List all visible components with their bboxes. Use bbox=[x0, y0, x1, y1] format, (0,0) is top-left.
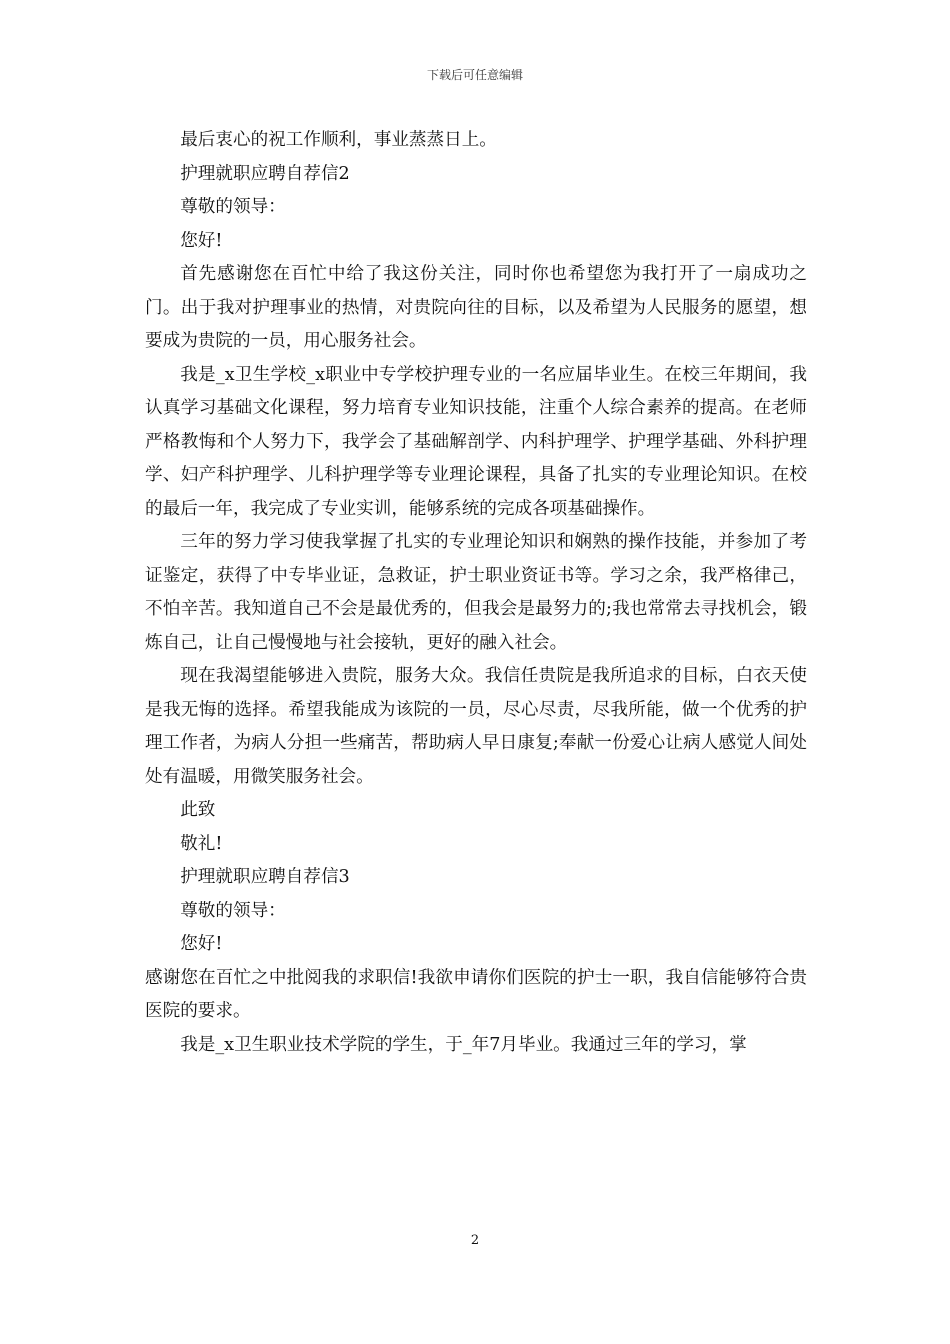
paragraph-letter-3-greeting: 您好! bbox=[180, 934, 223, 954]
document-body bbox=[145, 124, 807, 1062]
paragraph-letter-2-salutation: 尊敬的领导： bbox=[180, 197, 286, 217]
paragraph-letter-2-skills: 三年的努力学习使我掌握了扎实的专业理论知识和娴熟的操作技能，并参加了考证鉴定，获得了中专毕业证，急救证，护士职业资证书等。学习之余，我严格律己，不怕辛苦。我知道自己不会是最优秀的，但我会是最努力的;我也常常去寻找机会，锻炼自己，让自己慢慢地与社会接轨，更好的融入社会。 bbox=[145, 532, 807, 653]
paragraph-letter-2-regards: 敬礼! bbox=[180, 833, 223, 854]
page-header-note: 下载后可任意编辑 bbox=[426, 68, 523, 82]
paragraph-letter-2-greeting: 您好! bbox=[180, 230, 223, 251]
paragraph-letter-2-aspiration: 现在我渴望能够进入贵院，服务大众。我信任贵院是我所追求的目标，白衣天使是我无悔的选择。希望我能成为该院的一员，尽心尽责，尽我所能，做一个优秀的护理工作者，为病人分担一些痛苦，帮助病人早日康复;奉献一份爱心让病人感觉人间处处有温暖，用微笑服务社会。 bbox=[145, 666, 807, 787]
paragraph-letter-3-intro: 感谢您在百忙之中批阅我的求职信!我欲申请你们医院的护士一职，我自信能够符合贵医院的要求。 bbox=[145, 967, 807, 1021]
paragraph-letter-2-intro: 首先感谢您在百忙中给了我这份关注，同时你也希望您为我打开了一扇成功之门。出于我对护理事业的热情，对贵院向往的目标，以及希望为人民服务的愿望，想要成为贵院的一员，用心服务社会。 bbox=[145, 264, 807, 351]
paragraph-letter-2-education: 我是_x卫生学校_x职业中专学校护理专业的一名应届毕业生。在校三年期间，我认真学习基础文化课程，努力培育专业知识技能，注重个人综合素养的提高。在老师严格教悔和个人努力下，我学会了基础解剖学、内科护理学、护理学基础、外科护理学、妇产科护理学、儿科护理学等专业理论课程，具备了扎实的专业理论知识。在校的最后一年，我完成了专业实训，能够系统的完成各项基础操作。 bbox=[145, 364, 807, 519]
page-number: 2 bbox=[470, 1233, 480, 1248]
paragraph-letter-3-background: 我是_x卫生职业技术学院的学生，于_年7月毕业。我通过三年的学习，掌 bbox=[180, 1034, 747, 1055]
paragraph-letter-3-title: 护理就职应聘自荐信3 bbox=[180, 867, 350, 887]
paragraph-letter-2-title: 护理就职应聘自荐信2 bbox=[180, 163, 350, 184]
paragraph-closing-wish: 最后衷心的祝工作顺利，事业蒸蒸日上。 bbox=[180, 130, 497, 150]
paragraph-letter-2-closing: 此致 bbox=[180, 800, 216, 820]
paragraph-letter-3-salutation: 尊敬的领导： bbox=[180, 900, 286, 921]
